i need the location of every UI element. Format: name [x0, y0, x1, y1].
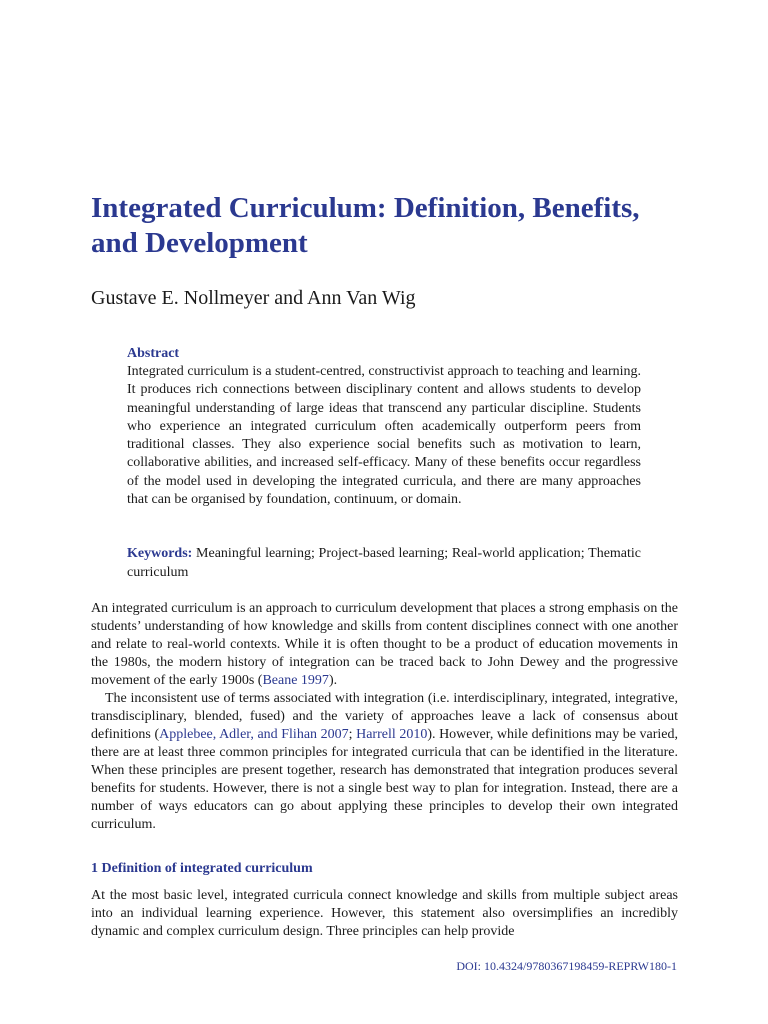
abstract-text: Integrated curriculum is a student-centred, constructivist approach to teaching and learning. It produces rich connections between disciplinary content and allows students to develop meaningful understanding of large ideas that transcend any particular discipline. Students who experience an integrated curriculum often academically outperform peers from traditional classes. They also experience social benefits such as motivation to learn, collaborative abilities, and increased self-efficacy. Many of these benefits occur regardless of the model used in developing the integrated curricula, and there are many approaches that can be organised by foundation, continuum, or domain. — [127, 364, 641, 508]
article-authors: Gustave E. Nollmeyer and Ann Van Wig — [91, 287, 416, 309]
abstract-heading: Abstract — [127, 346, 180, 361]
citation-link[interactable]: Beane 1997 — [262, 673, 329, 688]
body-paragraph-3: At the most basic level, integrated curricula connect knowledge and skills from multiple subject areas into an individual learning experience. However, this statement also oversimplifies an incredibly dynamic and complex curriculum design. Three principles can help provide — [91, 888, 678, 939]
abstract-section — [127, 345, 641, 509]
keywords-label: Keywords: — [127, 546, 193, 561]
citation-link[interactable]: Applebee, Adler, and Flihan 2007 — [159, 727, 349, 742]
paragraph-text: An integrated curriculum is an approach to curriculum development that places a strong emphasis on the students’ understanding of how knowledge and skills from content disciplines connect with one another and relate to real-world contexts. While it is often thought to be a product of education movements in the 1980s, the modern history of integration can be traced back to John Dewey and the progressive movement of the early 1900s ( — [91, 601, 678, 688]
citation-link[interactable]: Harrell 2010 — [356, 727, 428, 742]
paragraph-text: ; — [348, 727, 357, 742]
keywords-line — [127, 544, 641, 582]
body-paragraph-2 — [91, 690, 678, 834]
paragraph-text: ). However, while definitions may be varied, there are at least three common principles for integrated curricula that can be identified in the literature. When these principles are present together, research has demonstrated that integration produces several benefits for students. However, there is not a single best way to plan for integration. Instead, there are a number of ways educators can go about applying these principles to develop their own integrated curriculum. — [91, 727, 678, 832]
keywords-text: Meaningful learning; Project-based learning; Real-world application; Thematic curriculum — [127, 546, 641, 580]
body-paragraph-1 — [91, 600, 678, 690]
doi-link[interactable]: DOI: 10.4324/9780367198459-REPRW180-1 — [456, 959, 677, 973]
section-heading: 1 Definition of integrated curriculum — [91, 861, 313, 876]
paragraph-text: ). — [328, 673, 338, 688]
paragraph-text: The inconsistent use of terms associated with integration (i.e. interdisciplinary, integrated, integrative, transdisciplinary, blended, fused) and the variety of approaches leave a lack of consensus about definitions ( — [91, 691, 678, 742]
article-title: Integrated Curriculum: Definition, Benefits, and Development — [91, 192, 640, 259]
